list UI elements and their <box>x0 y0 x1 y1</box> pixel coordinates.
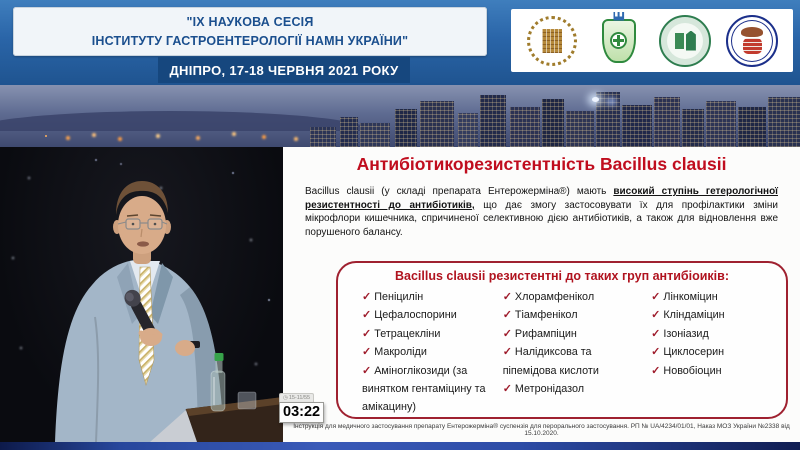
building <box>738 107 766 147</box>
list-item <box>503 306 641 324</box>
list-item <box>362 306 493 324</box>
building <box>768 97 800 147</box>
building <box>622 105 652 147</box>
antibiotic-name: Тетрацекліни <box>374 327 441 340</box>
antibiotic-name: Тіамфенікол <box>514 309 578 322</box>
street-lights <box>45 135 47 137</box>
list-item <box>362 288 493 306</box>
slide-paragraph <box>305 185 778 240</box>
gastro-institute-seal-logo <box>659 15 711 67</box>
building <box>340 117 358 147</box>
academy-building-icon <box>542 29 562 53</box>
clock-icon: ◷ <box>283 395 288 401</box>
antibiotic-column-2 <box>503 288 641 417</box>
list-item <box>503 380 641 398</box>
resistance-box-heading: Bacillus clausii резистентні до таких груп антибіоиків: <box>394 269 729 283</box>
antibiotic-name: Метронідазол <box>514 383 585 395</box>
building <box>682 109 704 147</box>
antibiotic-name: Налідиксова та піпемідова кислоти <box>502 346 599 377</box>
city-skyline-image <box>0 85 800 147</box>
list-item <box>503 325 641 343</box>
conference-date-banner: ДНІПРО, 17-18 ЧЕРВНЯ 2021 РОКУ <box>158 57 410 83</box>
list-item <box>362 362 493 417</box>
green-shield-icon <box>602 19 636 63</box>
list-item <box>503 343 641 380</box>
antibiotic-column-1 <box>362 288 493 417</box>
building <box>480 95 506 147</box>
antibiotic-name: Макроліди <box>374 346 427 359</box>
list-item <box>651 343 776 361</box>
list-item <box>503 288 641 306</box>
check-icon: ✓ <box>651 309 661 322</box>
conference-title-line2: ІНСТИТУТУ ГАСТРОЕНТЕРОЛОГІЇ НАМН УКРАЇНИ" <box>91 33 409 48</box>
antibiotic-name: Хлорамфенікол <box>514 291 595 303</box>
conference-title-line1: "ІХ НАУКОВА СЕСІЯ <box>186 14 314 29</box>
building <box>596 92 620 147</box>
check-icon: ✓ <box>502 291 512 303</box>
paragraph-text: Bacillus clausii (у складі препарата Ентерожерміна®) мають <box>305 186 614 197</box>
list-item <box>651 362 776 380</box>
paragraph-emphasis: високий ступінь гетерологічної резистентності до антибіотиків, <box>305 186 778 211</box>
list-item <box>362 343 493 361</box>
building <box>542 99 564 147</box>
conference-title-card <box>13 7 487 56</box>
list-item <box>651 288 776 306</box>
slide-title: Антибіотикорезистентність Bacillus clausii <box>356 154 727 174</box>
building <box>395 109 417 147</box>
antibiotic-name: Новобіоцин <box>663 364 722 377</box>
building <box>706 101 736 147</box>
check-icon: ✓ <box>502 309 512 322</box>
stadium-light <box>592 97 599 102</box>
cross-icon <box>610 32 627 49</box>
building <box>310 127 336 147</box>
check-icon: ✓ <box>651 291 661 303</box>
resistance-box <box>336 261 788 419</box>
check-icon: ✓ <box>502 346 512 359</box>
antibiotic-name: Ізоніазид <box>663 327 709 340</box>
antibiotic-name: Кліндаміцин <box>663 309 725 322</box>
blue-ring-icon <box>726 15 778 67</box>
building <box>654 97 680 147</box>
check-icon: ✓ <box>362 327 372 340</box>
check-icon: ✓ <box>362 291 372 303</box>
building <box>566 111 594 147</box>
antibiotic-columns <box>338 283 786 417</box>
check-icon: ✓ <box>362 364 372 377</box>
check-icon: ✓ <box>502 327 512 340</box>
antibiotic-column-3 <box>651 288 776 417</box>
antibiotic-name: Рифампіцин <box>514 327 577 340</box>
pharmacy-shield-logo <box>593 15 645 67</box>
medical-academy-seal-logo <box>526 15 578 67</box>
speaker-video <box>0 147 283 442</box>
antibiotic-name: Аміноглікозиди (за винятком гентаміцину та амікацину) <box>362 364 486 414</box>
check-icon: ✓ <box>502 383 512 395</box>
list-item <box>651 325 776 343</box>
check-icon: ✓ <box>362 309 372 322</box>
building <box>458 113 478 147</box>
trident-icon <box>613 12 624 21</box>
check-icon: ✓ <box>651 346 661 359</box>
logo-strip <box>511 9 793 72</box>
institute-building-icon <box>675 33 684 49</box>
paragraph-text: що дає змогу застосовувати їх для профілактики зміни мікрофлори кишечника, спричиненої селективною дією антибіотиків, а також для відновлення вже порушеного балансу. <box>305 199 779 239</box>
building <box>360 123 390 147</box>
timer-overlay <box>279 393 324 423</box>
bottom-bar <box>0 442 800 450</box>
liver-icon <box>741 27 763 37</box>
slide-footnote: Інструкція для медичного застосування препарату Ентерожерміна® суспензія для перорального застосування. РП № UA/4234/01/01, Наказ МОЗ України №2338 від 15.10.2020. <box>293 423 790 437</box>
intestines-icon <box>743 38 762 54</box>
check-icon: ✓ <box>651 364 661 377</box>
conference-header <box>0 0 800 85</box>
antibiotic-name: Циклосерин <box>663 346 725 359</box>
antibiotic-name: Цефалоспорини <box>374 309 457 322</box>
antibiotic-name: Пеніцилін <box>374 291 424 303</box>
list-item <box>362 325 493 343</box>
building <box>510 107 540 147</box>
timer-label-text: 15-11/55 <box>288 395 311 401</box>
timer-label <box>279 393 314 402</box>
speaker-figure <box>0 147 283 442</box>
green-seal-icon <box>659 15 711 67</box>
check-icon: ✓ <box>362 346 372 359</box>
presentation-slide <box>283 147 800 442</box>
institute-tower-icon <box>686 31 696 51</box>
check-icon: ✓ <box>651 327 661 340</box>
list-item <box>651 306 776 324</box>
building <box>420 101 454 147</box>
digestive-society-logo <box>726 15 778 67</box>
gold-wreath-icon <box>527 16 577 66</box>
antibiotic-name: Лінкоміцин <box>663 291 718 303</box>
timer-time: 03:22 <box>279 402 324 423</box>
